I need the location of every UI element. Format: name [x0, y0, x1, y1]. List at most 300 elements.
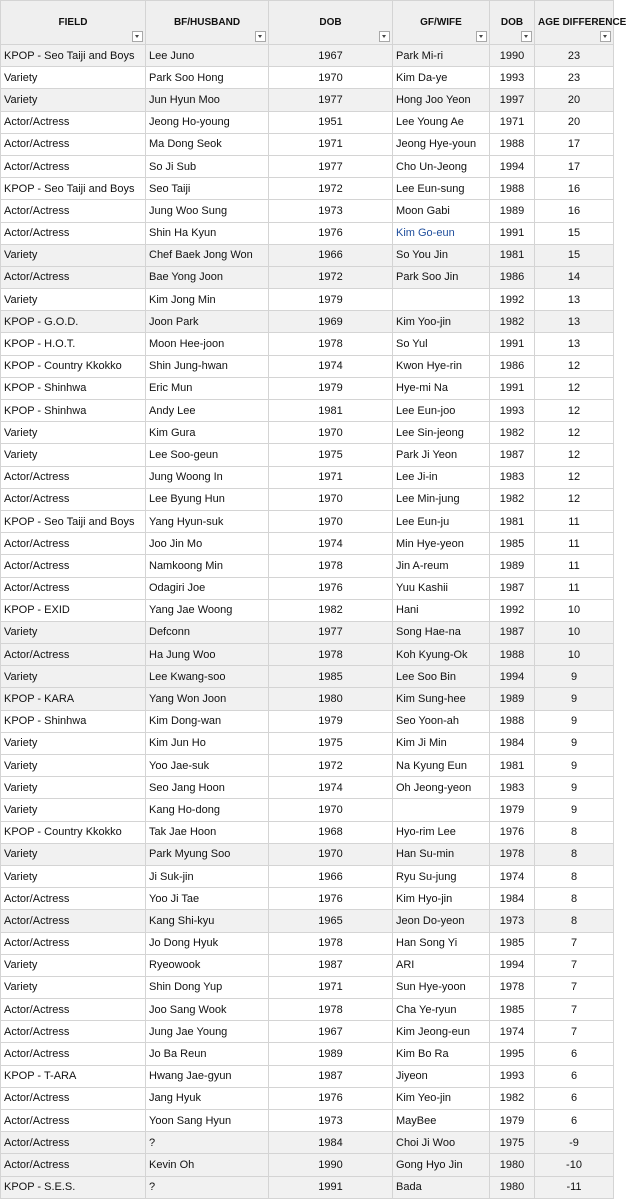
- dob-female-cell[interactable]: 1984: [490, 732, 535, 754]
- field-cell[interactable]: KPOP - Shinhwa: [1, 710, 146, 732]
- field-cell[interactable]: Actor/Actress: [1, 1154, 146, 1176]
- dob-female-cell[interactable]: 1988: [490, 710, 535, 732]
- table-row[interactable]: [1, 1065, 614, 1087]
- table-row[interactable]: [1, 732, 614, 754]
- bf-husband-cell[interactable]: Jung Jae Young: [146, 1021, 269, 1043]
- age-difference-cell[interactable]: -9: [535, 1132, 614, 1154]
- table-row[interactable]: [1, 1154, 614, 1176]
- header-gf-wife[interactable]: [393, 1, 490, 45]
- age-difference-cell[interactable]: 16: [535, 178, 614, 200]
- gf-wife-cell[interactable]: Kim Go-eun: [393, 222, 490, 244]
- dob-male-cell[interactable]: 1974: [269, 355, 393, 377]
- bf-husband-cell[interactable]: Seo Taiji: [146, 178, 269, 200]
- gf-wife-cell[interactable]: So Yul: [393, 333, 490, 355]
- dob-male-cell[interactable]: 1971: [269, 466, 393, 488]
- table-row[interactable]: [1, 954, 614, 976]
- bf-husband-cell[interactable]: So Ji Sub: [146, 155, 269, 177]
- dob-male-cell[interactable]: 1977: [269, 89, 393, 111]
- bf-husband-cell[interactable]: Defconn: [146, 621, 269, 643]
- field-cell[interactable]: Variety: [1, 799, 146, 821]
- gf-wife-cell[interactable]: [393, 289, 490, 311]
- bf-husband-cell[interactable]: Andy Lee: [146, 400, 269, 422]
- table-row[interactable]: [1, 510, 614, 532]
- dob-male-cell[interactable]: 1966: [269, 244, 393, 266]
- dob-male-cell[interactable]: 1976: [269, 888, 393, 910]
- dob-male-cell[interactable]: 1971: [269, 976, 393, 998]
- dob-male-cell[interactable]: 1966: [269, 865, 393, 887]
- filter-dropdown-icon[interactable]: [132, 31, 143, 42]
- table-row[interactable]: [1, 976, 614, 998]
- dob-female-cell[interactable]: 1988: [490, 133, 535, 155]
- dob-male-cell[interactable]: 1977: [269, 621, 393, 643]
- header-field[interactable]: [1, 1, 146, 45]
- gf-wife-cell[interactable]: Han Song Yi: [393, 932, 490, 954]
- field-cell[interactable]: Actor/Actress: [1, 533, 146, 555]
- field-cell[interactable]: Actor/Actress: [1, 1132, 146, 1154]
- dob-male-cell[interactable]: 1971: [269, 133, 393, 155]
- age-difference-cell[interactable]: 9: [535, 777, 614, 799]
- field-cell[interactable]: Variety: [1, 976, 146, 998]
- dob-male-cell[interactable]: 1990: [269, 1154, 393, 1176]
- dob-female-cell[interactable]: 1978: [490, 843, 535, 865]
- bf-husband-cell[interactable]: Namkoong Min: [146, 555, 269, 577]
- table-row[interactable]: [1, 932, 614, 954]
- dob-male-cell[interactable]: 1951: [269, 111, 393, 133]
- gf-wife-cell[interactable]: MayBee: [393, 1110, 490, 1132]
- field-cell[interactable]: Actor/Actress: [1, 133, 146, 155]
- dob-male-cell[interactable]: 1970: [269, 799, 393, 821]
- bf-husband-cell[interactable]: Shin Jung-hwan: [146, 355, 269, 377]
- age-difference-cell[interactable]: 8: [535, 865, 614, 887]
- field-cell[interactable]: KPOP - T-ARA: [1, 1065, 146, 1087]
- gf-wife-cell[interactable]: Moon Gabi: [393, 200, 490, 222]
- field-cell[interactable]: KPOP - G.O.D.: [1, 311, 146, 333]
- gf-wife-cell[interactable]: Kim Jeong-eun: [393, 1021, 490, 1043]
- bf-husband-cell[interactable]: Ji Suk-jin: [146, 865, 269, 887]
- field-cell[interactable]: KPOP - Seo Taiji and Boys: [1, 178, 146, 200]
- field-cell[interactable]: Variety: [1, 865, 146, 887]
- table-row[interactable]: [1, 666, 614, 688]
- table-row[interactable]: [1, 1087, 614, 1109]
- age-difference-cell[interactable]: 6: [535, 1110, 614, 1132]
- dob-female-cell[interactable]: 1991: [490, 377, 535, 399]
- age-difference-cell[interactable]: 8: [535, 888, 614, 910]
- dob-male-cell[interactable]: 1976: [269, 577, 393, 599]
- gf-wife-cell[interactable]: Hong Joo Yeon: [393, 89, 490, 111]
- table-row[interactable]: [1, 910, 614, 932]
- dob-female-cell[interactable]: 1997: [490, 89, 535, 111]
- bf-husband-cell[interactable]: Kang Ho-dong: [146, 799, 269, 821]
- field-cell[interactable]: KPOP - Country Kkokko: [1, 355, 146, 377]
- gf-wife-cell[interactable]: Bada: [393, 1176, 490, 1198]
- age-difference-cell[interactable]: 9: [535, 688, 614, 710]
- dob-female-cell[interactable]: 1993: [490, 67, 535, 89]
- table-row[interactable]: [1, 533, 614, 555]
- gf-wife-cell[interactable]: Jeon Do-yeon: [393, 910, 490, 932]
- dob-female-cell[interactable]: 1976: [490, 821, 535, 843]
- bf-husband-cell[interactable]: Kim Dong-wan: [146, 710, 269, 732]
- gf-wife-cell[interactable]: Lee Ji-in: [393, 466, 490, 488]
- bf-husband-cell[interactable]: Ryeowook: [146, 954, 269, 976]
- dob-female-cell[interactable]: 1974: [490, 865, 535, 887]
- field-cell[interactable]: Variety: [1, 843, 146, 865]
- field-cell[interactable]: Actor/Actress: [1, 932, 146, 954]
- dob-male-cell[interactable]: 1978: [269, 644, 393, 666]
- field-cell[interactable]: Actor/Actress: [1, 577, 146, 599]
- field-cell[interactable]: Actor/Actress: [1, 222, 146, 244]
- gf-wife-cell[interactable]: Hani: [393, 599, 490, 621]
- field-cell[interactable]: KPOP - Shinhwa: [1, 400, 146, 422]
- dob-male-cell[interactable]: 1976: [269, 1087, 393, 1109]
- bf-husband-cell[interactable]: Lee Kwang-soo: [146, 666, 269, 688]
- gf-wife-cell[interactable]: Park Mi-ri: [393, 45, 490, 67]
- bf-husband-cell[interactable]: Jun Hyun Moo: [146, 89, 269, 111]
- gf-wife-cell[interactable]: Lee Soo Bin: [393, 666, 490, 688]
- age-difference-cell[interactable]: 12: [535, 355, 614, 377]
- table-row[interactable]: [1, 200, 614, 222]
- dob-female-cell[interactable]: 1985: [490, 999, 535, 1021]
- dob-male-cell[interactable]: 1974: [269, 533, 393, 555]
- age-difference-cell[interactable]: 12: [535, 400, 614, 422]
- dob-female-cell[interactable]: 1985: [490, 932, 535, 954]
- bf-husband-cell[interactable]: Yang Won Joon: [146, 688, 269, 710]
- age-difference-cell[interactable]: 20: [535, 89, 614, 111]
- dob-female-cell[interactable]: 1983: [490, 777, 535, 799]
- table-row[interactable]: [1, 599, 614, 621]
- bf-husband-cell[interactable]: Joo Sang Wook: [146, 999, 269, 1021]
- dob-female-cell[interactable]: 1994: [490, 954, 535, 976]
- age-difference-cell[interactable]: -11: [535, 1176, 614, 1198]
- dob-female-cell[interactable]: 1975: [490, 1132, 535, 1154]
- field-cell[interactable]: Variety: [1, 422, 146, 444]
- bf-husband-cell[interactable]: Tak Jae Hoon: [146, 821, 269, 843]
- field-cell[interactable]: Actor/Actress: [1, 488, 146, 510]
- bf-husband-cell[interactable]: Bae Yong Joon: [146, 266, 269, 288]
- bf-husband-cell[interactable]: Lee Soo-geun: [146, 444, 269, 466]
- dob-female-cell[interactable]: 1974: [490, 1021, 535, 1043]
- field-cell[interactable]: Variety: [1, 777, 146, 799]
- dob-male-cell[interactable]: 1978: [269, 932, 393, 954]
- table-row[interactable]: [1, 111, 614, 133]
- age-difference-cell[interactable]: 12: [535, 488, 614, 510]
- table-row[interactable]: [1, 888, 614, 910]
- table-row[interactable]: [1, 178, 614, 200]
- gf-wife-cell[interactable]: Lee Eun-ju: [393, 510, 490, 532]
- bf-husband-cell[interactable]: Park Myung Soo: [146, 843, 269, 865]
- dob-female-cell[interactable]: 1992: [490, 289, 535, 311]
- age-difference-cell[interactable]: 12: [535, 377, 614, 399]
- dob-male-cell[interactable]: 1972: [269, 178, 393, 200]
- dob-male-cell[interactable]: 1965: [269, 910, 393, 932]
- dob-male-cell[interactable]: 1972: [269, 266, 393, 288]
- dob-female-cell[interactable]: 1988: [490, 644, 535, 666]
- field-cell[interactable]: Actor/Actress: [1, 1021, 146, 1043]
- table-row[interactable]: [1, 244, 614, 266]
- dob-male-cell[interactable]: 1967: [269, 1021, 393, 1043]
- field-cell[interactable]: Variety: [1, 666, 146, 688]
- bf-husband-cell[interactable]: Yoo Ji Tae: [146, 888, 269, 910]
- field-cell[interactable]: Actor/Actress: [1, 1043, 146, 1065]
- dob-male-cell[interactable]: 1969: [269, 311, 393, 333]
- gf-wife-cell[interactable]: Jiyeon: [393, 1065, 490, 1087]
- age-difference-cell[interactable]: 23: [535, 45, 614, 67]
- table-row[interactable]: [1, 444, 614, 466]
- table-row[interactable]: [1, 466, 614, 488]
- gf-wife-cell[interactable]: Sun Hye-yoon: [393, 976, 490, 998]
- gf-wife-cell[interactable]: Kim Bo Ra: [393, 1043, 490, 1065]
- dob-male-cell[interactable]: 1978: [269, 555, 393, 577]
- gf-wife-cell[interactable]: Kim Da-ye: [393, 67, 490, 89]
- dob-male-cell[interactable]: 1979: [269, 377, 393, 399]
- bf-husband-cell[interactable]: Lee Byung Hun: [146, 488, 269, 510]
- age-difference-cell[interactable]: 8: [535, 910, 614, 932]
- gf-wife-cell[interactable]: Song Hae-na: [393, 621, 490, 643]
- gf-wife-cell[interactable]: Lee Min-jung: [393, 488, 490, 510]
- age-difference-cell[interactable]: 12: [535, 466, 614, 488]
- table-row[interactable]: [1, 755, 614, 777]
- gf-wife-cell[interactable]: ARI: [393, 954, 490, 976]
- bf-husband-cell[interactable]: Seo Jang Hoon: [146, 777, 269, 799]
- gf-wife-cell[interactable]: Koh Kyung-Ok: [393, 644, 490, 666]
- gf-wife-cell[interactable]: Lee Sin-jeong: [393, 422, 490, 444]
- gf-wife-cell[interactable]: [393, 799, 490, 821]
- dob-male-cell[interactable]: 1984: [269, 1132, 393, 1154]
- dob-male-cell[interactable]: 1980: [269, 688, 393, 710]
- bf-husband-cell[interactable]: Eric Mun: [146, 377, 269, 399]
- field-cell[interactable]: KPOP - S.E.S.: [1, 1176, 146, 1198]
- gf-wife-cell[interactable]: Kim Yeo-jin: [393, 1087, 490, 1109]
- table-row[interactable]: [1, 555, 614, 577]
- age-difference-cell[interactable]: 15: [535, 244, 614, 266]
- dob-male-cell[interactable]: 1989: [269, 1043, 393, 1065]
- field-cell[interactable]: Actor/Actress: [1, 155, 146, 177]
- field-cell[interactable]: Variety: [1, 89, 146, 111]
- filter-dropdown-icon[interactable]: [521, 31, 532, 42]
- field-cell[interactable]: Actor/Actress: [1, 1087, 146, 1109]
- age-difference-cell[interactable]: 15: [535, 222, 614, 244]
- gf-wife-cell[interactable]: Oh Jeong-yeon: [393, 777, 490, 799]
- table-row[interactable]: [1, 577, 614, 599]
- header-dob-male[interactable]: [269, 1, 393, 45]
- age-difference-cell[interactable]: 14: [535, 266, 614, 288]
- table-row[interactable]: [1, 133, 614, 155]
- gf-wife-cell[interactable]: Kim Ji Min: [393, 732, 490, 754]
- dob-female-cell[interactable]: 1989: [490, 200, 535, 222]
- table-row[interactable]: [1, 67, 614, 89]
- bf-husband-cell[interactable]: Lee Juno: [146, 45, 269, 67]
- dob-female-cell[interactable]: 1984: [490, 888, 535, 910]
- table-row[interactable]: [1, 710, 614, 732]
- gf-wife-cell[interactable]: Lee Eun-sung: [393, 178, 490, 200]
- dob-male-cell[interactable]: 1970: [269, 422, 393, 444]
- table-row[interactable]: [1, 1132, 614, 1154]
- gf-wife-cell[interactable]: Cha Ye-ryun: [393, 999, 490, 1021]
- dob-female-cell[interactable]: 1982: [490, 311, 535, 333]
- dob-male-cell[interactable]: 1982: [269, 599, 393, 621]
- table-row[interactable]: [1, 222, 614, 244]
- gf-wife-cell[interactable]: Han Su-min: [393, 843, 490, 865]
- gf-wife-cell[interactable]: Lee Young Ae: [393, 111, 490, 133]
- table-row[interactable]: [1, 644, 614, 666]
- dob-female-cell[interactable]: 1993: [490, 1065, 535, 1087]
- age-difference-cell[interactable]: 11: [535, 533, 614, 555]
- dob-male-cell[interactable]: 1973: [269, 1110, 393, 1132]
- age-difference-cell[interactable]: 10: [535, 621, 614, 643]
- dob-female-cell[interactable]: 1987: [490, 621, 535, 643]
- field-cell[interactable]: Variety: [1, 67, 146, 89]
- dob-male-cell[interactable]: 1975: [269, 732, 393, 754]
- table-row[interactable]: [1, 89, 614, 111]
- field-cell[interactable]: Actor/Actress: [1, 466, 146, 488]
- dob-male-cell[interactable]: 1970: [269, 67, 393, 89]
- age-difference-cell[interactable]: 10: [535, 599, 614, 621]
- field-cell[interactable]: Actor/Actress: [1, 644, 146, 666]
- field-cell[interactable]: Actor/Actress: [1, 888, 146, 910]
- dob-female-cell[interactable]: 1986: [490, 266, 535, 288]
- bf-husband-cell[interactable]: Kim Jun Ho: [146, 732, 269, 754]
- table-row[interactable]: [1, 488, 614, 510]
- dob-female-cell[interactable]: 1993: [490, 400, 535, 422]
- gf-wife-cell[interactable]: Kwon Hye-rin: [393, 355, 490, 377]
- dob-male-cell[interactable]: 1977: [269, 155, 393, 177]
- age-difference-cell[interactable]: 20: [535, 111, 614, 133]
- filter-dropdown-icon[interactable]: [476, 31, 487, 42]
- age-difference-cell[interactable]: 10: [535, 644, 614, 666]
- gf-wife-cell[interactable]: Kim Yoo-jin: [393, 311, 490, 333]
- field-cell[interactable]: Variety: [1, 289, 146, 311]
- header-dob-female[interactable]: [490, 1, 535, 45]
- dob-female-cell[interactable]: 1982: [490, 422, 535, 444]
- bf-husband-cell[interactable]: Odagiri Joe: [146, 577, 269, 599]
- gf-wife-cell[interactable]: Jeong Hye-youn: [393, 133, 490, 155]
- dob-female-cell[interactable]: 1978: [490, 976, 535, 998]
- gf-wife-cell[interactable]: Na Kyung Eun: [393, 755, 490, 777]
- bf-husband-cell[interactable]: Ma Dong Seok: [146, 133, 269, 155]
- age-difference-cell[interactable]: 8: [535, 843, 614, 865]
- dob-male-cell[interactable]: 1978: [269, 333, 393, 355]
- table-row[interactable]: [1, 400, 614, 422]
- gf-wife-cell[interactable]: Lee Eun-joo: [393, 400, 490, 422]
- age-difference-cell[interactable]: 6: [535, 1065, 614, 1087]
- bf-husband-cell[interactable]: Kevin Oh: [146, 1154, 269, 1176]
- dob-female-cell[interactable]: 1994: [490, 155, 535, 177]
- dob-male-cell[interactable]: 1985: [269, 666, 393, 688]
- bf-husband-cell[interactable]: Ha Jung Woo: [146, 644, 269, 666]
- age-difference-cell[interactable]: 13: [535, 311, 614, 333]
- field-cell[interactable]: KPOP - Seo Taiji and Boys: [1, 510, 146, 532]
- table-row[interactable]: [1, 843, 614, 865]
- bf-husband-cell[interactable]: ?: [146, 1176, 269, 1198]
- dob-female-cell[interactable]: 1981: [490, 510, 535, 532]
- dob-female-cell[interactable]: 1983: [490, 466, 535, 488]
- table-row[interactable]: [1, 377, 614, 399]
- field-cell[interactable]: KPOP - Country Kkokko: [1, 821, 146, 843]
- bf-husband-cell[interactable]: Hwang Jae-gyun: [146, 1065, 269, 1087]
- table-row[interactable]: [1, 1110, 614, 1132]
- age-difference-cell[interactable]: 7: [535, 954, 614, 976]
- table-row[interactable]: [1, 45, 614, 67]
- bf-husband-cell[interactable]: ?: [146, 1132, 269, 1154]
- age-difference-cell[interactable]: 23: [535, 67, 614, 89]
- bf-husband-cell[interactable]: Jo Ba Reun: [146, 1043, 269, 1065]
- field-cell[interactable]: Actor/Actress: [1, 1110, 146, 1132]
- bf-husband-cell[interactable]: Moon Hee-joon: [146, 333, 269, 355]
- field-cell[interactable]: KPOP - KARA: [1, 688, 146, 710]
- table-row[interactable]: [1, 1021, 614, 1043]
- dob-female-cell[interactable]: 1973: [490, 910, 535, 932]
- dob-male-cell[interactable]: 1979: [269, 289, 393, 311]
- dob-female-cell[interactable]: 1992: [490, 599, 535, 621]
- field-cell[interactable]: Actor/Actress: [1, 111, 146, 133]
- dob-male-cell[interactable]: 1979: [269, 710, 393, 732]
- field-cell[interactable]: KPOP - Shinhwa: [1, 377, 146, 399]
- field-cell[interactable]: KPOP - Seo Taiji and Boys: [1, 45, 146, 67]
- gf-wife-cell[interactable]: Ryu Su-jung: [393, 865, 490, 887]
- age-difference-cell[interactable]: 12: [535, 444, 614, 466]
- dob-female-cell[interactable]: 1979: [490, 799, 535, 821]
- filter-dropdown-icon[interactable]: [255, 31, 266, 42]
- dob-female-cell[interactable]: 1986: [490, 355, 535, 377]
- age-difference-cell[interactable]: 9: [535, 666, 614, 688]
- bf-husband-cell[interactable]: Kim Jong Min: [146, 289, 269, 311]
- bf-husband-cell[interactable]: Shin Ha Kyun: [146, 222, 269, 244]
- field-cell[interactable]: Actor/Actress: [1, 200, 146, 222]
- age-difference-cell[interactable]: 13: [535, 289, 614, 311]
- table-row[interactable]: [1, 621, 614, 643]
- gf-wife-cell[interactable]: Cho Un-Jeong: [393, 155, 490, 177]
- gf-wife-cell[interactable]: Kim Sung-hee: [393, 688, 490, 710]
- dob-male-cell[interactable]: 1968: [269, 821, 393, 843]
- dob-female-cell[interactable]: 1987: [490, 577, 535, 599]
- gf-wife-cell[interactable]: Kim Hyo-jin: [393, 888, 490, 910]
- age-difference-cell[interactable]: 11: [535, 555, 614, 577]
- field-cell[interactable]: Variety: [1, 954, 146, 976]
- field-cell[interactable]: Actor/Actress: [1, 266, 146, 288]
- dob-male-cell[interactable]: 1972: [269, 755, 393, 777]
- dob-female-cell[interactable]: 1995: [490, 1043, 535, 1065]
- field-cell[interactable]: Actor/Actress: [1, 910, 146, 932]
- gf-wife-cell[interactable]: Park Soo Jin: [393, 266, 490, 288]
- age-difference-cell[interactable]: 9: [535, 755, 614, 777]
- gf-wife-cell[interactable]: Seo Yoon-ah: [393, 710, 490, 732]
- dob-male-cell[interactable]: 1970: [269, 843, 393, 865]
- dob-female-cell[interactable]: 1987: [490, 444, 535, 466]
- field-cell[interactable]: KPOP - H.O.T.: [1, 333, 146, 355]
- gf-wife-cell[interactable]: So You Jin: [393, 244, 490, 266]
- dob-female-cell[interactable]: 1981: [490, 755, 535, 777]
- filter-dropdown-icon[interactable]: [379, 31, 390, 42]
- gf-wife-cell[interactable]: Park Ji Yeon: [393, 444, 490, 466]
- dob-female-cell[interactable]: 1979: [490, 1110, 535, 1132]
- bf-husband-cell[interactable]: Yang Jae Woong: [146, 599, 269, 621]
- dob-male-cell[interactable]: 1975: [269, 444, 393, 466]
- bf-husband-cell[interactable]: Jo Dong Hyuk: [146, 932, 269, 954]
- header-bf-husband[interactable]: [146, 1, 269, 45]
- age-difference-cell[interactable]: 12: [535, 422, 614, 444]
- dob-male-cell[interactable]: 1976: [269, 222, 393, 244]
- age-difference-cell[interactable]: 6: [535, 1087, 614, 1109]
- dob-male-cell[interactable]: 1991: [269, 1176, 393, 1198]
- dob-male-cell[interactable]: 1987: [269, 954, 393, 976]
- table-row[interactable]: [1, 333, 614, 355]
- age-difference-cell[interactable]: -10: [535, 1154, 614, 1176]
- table-row[interactable]: [1, 999, 614, 1021]
- age-difference-cell[interactable]: 17: [535, 133, 614, 155]
- age-difference-cell[interactable]: 13: [535, 333, 614, 355]
- age-difference-cell[interactable]: 7: [535, 1021, 614, 1043]
- age-difference-cell[interactable]: 17: [535, 155, 614, 177]
- age-difference-cell[interactable]: 7: [535, 932, 614, 954]
